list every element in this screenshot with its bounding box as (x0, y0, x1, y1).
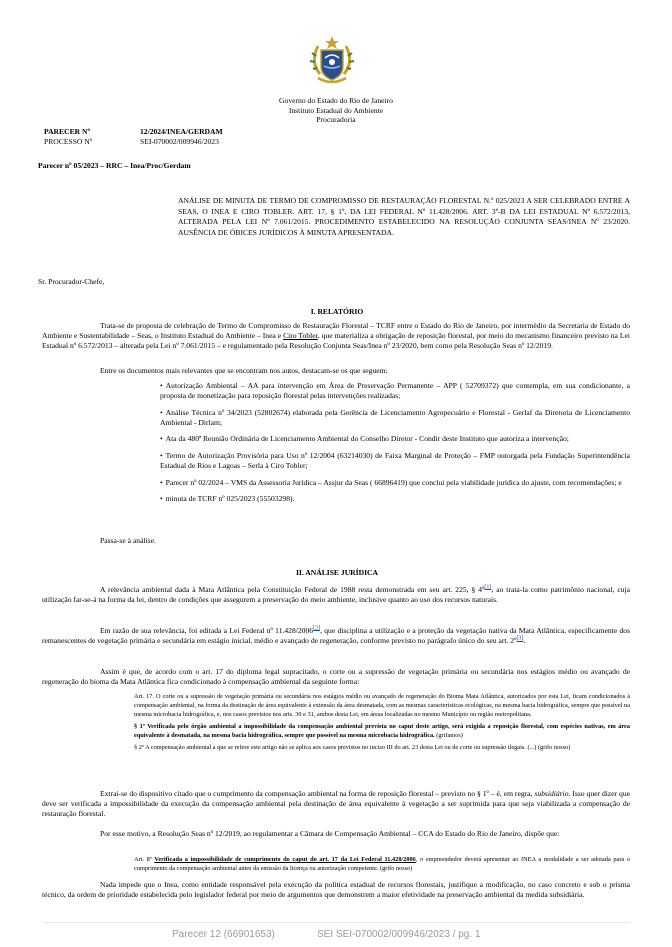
header-department: Procuradoria (316, 115, 356, 125)
ementa: ANÁLISE DE MINUTA DE TERMO DE COMPROMISSO DE RESTAURAÇÃO FLORESTAL N.º 025/2023 A SER CELEBRADO ENTRE A SEAS, O INEA E CIRO TOBLER. ART. 17, § 1º, DA LEI FEDERAL Nº 11.428/2006. ART. 3º-B DA LEI ESTADUAL Nº 6.572/2013, ALTERADA PELA LEI Nº 7.061/2015. PROCEDIMENTO ESTABELECIDO NA RESOLUÇÃO CONJUNTA SEAS/INEA Nº 23/2020. AUSÊNCIA DE ÓBICES JURÍDICOS À MINUTA APRESENTADA. (178, 196, 630, 237)
analise-paragraph-3: Assim é que, de acordo com o art. 17 do diploma legal supracitado, o corte ou a supressão de vegetação primária ou secundária nos estágios médio ou avançado de regeneração do bioma da Mata Atlântica fica condicionado à compensação ambiental da seguinte forma: (42, 667, 630, 687)
relatorio-paragraph-2: Entre os documentos mais relevantes que se encontram nos autos, destacam-se os que seguem: (100, 366, 388, 375)
list-item: • Autorização Ambiental – AA para intervenção em Área de Preservação Permanente – APP ( 52709372) que contempla, em sua condicionante, a proposta de monetização para reposição florestal pelas intervenções realizadas; (160, 381, 630, 401)
footnote-link-2[interactable]: [2] (313, 625, 321, 632)
analise-paragraph-5: Por esse motivo, a Resolução Seas nº 12/2019, ao regulamentar a Câmara de Compensação Ambiental – CCA do Estado do Rio de Janeiro, dispõe que: (100, 829, 560, 838)
analise-paragraph-4: Extrai-se do dispositivo citado que o cumprimento da compensação ambiental na forma de reposição florestal – previsto no § 1º – é, em regra, subsidiário. Isso quer dizer que deve ser verificada a impossibilidade da execução da compensação ambiental pela destinação de área equivalente à vegetação a ser suprimida para que seja viabilizada a compensação de restauração florestal. (42, 789, 631, 819)
footnote-link-3[interactable]: [3] (516, 635, 524, 642)
list-item: • Parecer nº 02/2024 – VMS da Assessoria Jurídica – Assjur da Seas ( 66896419) que conclui pela viabilidade jurídica do ajuste, com recomendações; e (160, 478, 630, 488)
parecer-label: PARECER Nº (44, 127, 91, 136)
quote-paragraph-1: § 1º Verificada pelo órgão ambiental a impossibilidade da compensação ambiental prevista no caput deste artigo, será exigida a reposição florestal, com espécies nativas, em área equivalente à desmatada, na mesma bacia hidrográfica, sempre que possível na mesma microbacia hidrográfica. (grifamos) (134, 722, 630, 739)
party-name: Ciro Tobler (283, 331, 318, 341)
documents-list (160, 381, 630, 511)
identification-block (44, 127, 444, 147)
state-coat-of-arms-icon (306, 34, 358, 92)
list-item: • Ata da 480ª Reunião Ordinária de Licenciamento Ambiental do Conselho Diretor - Condir deste Instituto que autoriza a intervenção; (160, 434, 630, 444)
processo-number: SEI-070002/009946/2023 (140, 137, 219, 147)
salutation: Sr. Procurador-Chefe, (38, 277, 105, 286)
footer-divider (44, 922, 630, 923)
analise-paragraph-2: Em razão de sua relevância, foi editada a Lei Federal nº 11.428/2006[2], que disciplina a utilização e a proteção da vegetação nativa da Mata Atlântica, especificamente dos remanescentes de vegetação primária e secundária em estágio inicial, médio e avançado de regeneração, conforme previsto no parágrafo único do seu art. 2º[3]. (42, 625, 630, 646)
analise-paragraph-1: A relevância ambiental dada à Mata Atlântica pela Constituição Federal de 1988 resta demonstrada em seu art. 225, § 4º[1], ao trata-la como patrimônio nacional, cuja utilização far-se-á na forma da lei, dentro de condições que assegurem a preservação do meio ambiente, inclusive quanto ao uso dos recursos naturais. (42, 584, 630, 605)
institution-header (186, 96, 486, 125)
parecer-reference: Parecer nº 05/2023 – RRC – Inea/Proc/Gerdam (38, 161, 191, 170)
legal-quote-art8: Art. 8º Verificada a impossibilidade de cumprimento do caput do art. 17 da Lei Federal 11.428/2006, o empreendedor deverá apresentar ao INEA a modalidade a ser adotada para o cumprimento da compensação ambiental antes da emissão da licença ou autorização competente. (grifo nosso) (134, 856, 631, 872)
footer-process-page: SEI SEI-070002/009946/2023 / pg. 1 (317, 929, 481, 940)
header-institute: Instituto Estadual do Ambiente (288, 105, 384, 115)
header-government: Governo do Estado do Rio de Janeiro (279, 96, 393, 105)
section-heading-analise: II. ANÁLISE JURÍDICA (295, 568, 379, 577)
list-item: • Análise Técnica nº 34/2023 (52802674) elaborada pela Gerência de Licenciamento Agropecuário e Florestal - Gerlaf da Diretoria de Licenciamento Ambiental - Dirlam; (160, 408, 630, 428)
footnote-link-1[interactable]: [1] (484, 584, 492, 591)
parecer-number: 12/2024/INEA/GERDAM (140, 127, 223, 136)
footer-document-id: Parecer 12 (66901653) (172, 929, 275, 940)
quote-paragraph-2: § 2º A compensação ambiental a que se refere este artigo não se aplica aos casos previstos no inciso III do art. 23 desta Lei ou de corte ou supressão ilegais. (...) (grifo nosso) (134, 743, 571, 751)
list-item: • minuta de TCRF nº 025/2023 (55503298). (160, 494, 630, 504)
list-item: • Termo de Autorização Provisória para Uso nº 12/2004 (63214030) de Faixa Marginal de Proteção – FMP outorgada pela Fundação Superintendência Estadual de Rios e Lagoas – Serla à Ciro Tobler; (160, 451, 630, 471)
legal-quote-art17 (134, 693, 630, 752)
analise-paragraph-6: Nada impede que o Inea, como entidade responsável pela execução da política estadual de recursos florestais, justifique a modificação, no caso concreto e sob o prisma técnico, da ordem de prioridade estabelecida pelo legislador federal por meio de argumentos que demonstrem a maior efetividade na preservação ambiental da medida subsidiária. (42, 880, 630, 900)
processo-label: PROCESSO Nº (44, 137, 93, 147)
quote-caput: Art. 17. O corte ou a supressão de vegetação primária ou secundária nos estágios médio ou avançado de regeneração do Bioma Mata Atlântica, autorizados por esta Lei, ficam condicionados à compensação ambiental, na forma da destinação de área equivalente à extensão da área desmatada, com as mesmas características ecológicas, na mesma bacia hidrográfica, sempre que possível na mesma microbacia hidrográfica, e, nos casos previstos nos arts. 30 e 31, ambos desta Lei, em áreas localizadas no mesmo Município ou região metropolitana. (134, 693, 630, 718)
section-heading-relatorio: I. RELATÓRIO (310, 307, 364, 316)
relatorio-paragraph-1: Trata-se de proposta de celebração de Termo de Compromisso de Restauração Florestal – TCRF entre o Estado do Rio de Janeiro, por intermédio da Secretaria de Estado do Ambiente e Sustentabilidade – Seas, o Instituto Estadual do Ambiente – Inea e Ciro Tobler, que materializa a obrigação de reposição florestal, por meio do mecanismo financeiro previsto na Lei Estadual nº 6.572/2013 – alterada pela Lei nº 7.061/2015 – e regulamentado pela Resolução Conjunta Seas/Inea nº 23/2020, bem como pela Resolução Seas nº 12/2019. (42, 321, 630, 351)
relatorio-closing: Passa-se à análise. (100, 536, 156, 545)
